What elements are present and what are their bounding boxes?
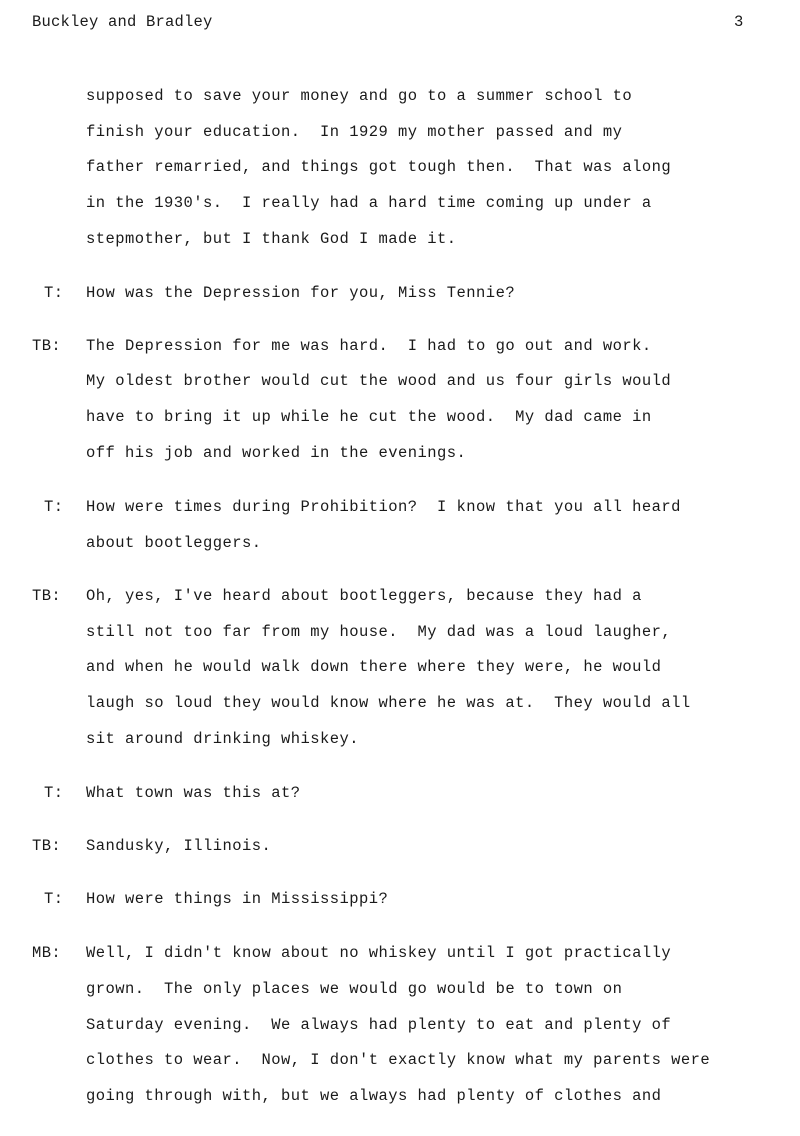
speaker-label: T: [44, 284, 64, 302]
transcript-line: Sandusky, Illinois. [86, 837, 272, 855]
transcript-line: in the 1930's. I really had a hard time coming up under a [86, 194, 652, 212]
transcript-line: Well, I didn't know about no whiskey until I got practically [86, 944, 672, 962]
transcript-line: Saturday evening. We always had plenty to eat and plenty of [86, 1016, 672, 1034]
transcript-line: What town was this at? [86, 784, 301, 802]
transcript-line: How were times during Prohibition? I know that you all heard [86, 498, 681, 516]
transcript-line: laugh so loud they would know where he was at. They would all [86, 694, 691, 712]
transcript-line: sit around drinking whiskey. [86, 730, 360, 748]
transcript-line: still not too far from my house. My dad was a loud laugher, [86, 623, 672, 641]
transcript-line: father remarried, and things got tough then. That was along [86, 158, 672, 176]
transcript-line: clothes to wear. Now, I don't exactly know what my parents were [86, 1051, 711, 1069]
transcript-line: supposed to save your money and go to a summer school to [86, 87, 633, 105]
transcript-line: finish your education. In 1929 my mother passed and my [86, 123, 623, 141]
transcript-line: Oh, yes, I've heard about bootleggers, because they had a [86, 587, 642, 605]
transcript-line: My oldest brother would cut the wood and us four girls would [86, 372, 672, 390]
transcript-line: and when he would walk down there where they were, he would [86, 658, 662, 676]
transcript-line: grown. The only places we would go would be to town on [86, 980, 623, 998]
transcript-line: How was the Depression for you, Miss Tennie? [86, 284, 516, 302]
speaker-label: MB: [32, 944, 62, 962]
transcript-line: The Depression for me was hard. I had to go out and work. [86, 337, 652, 355]
running-header-title: Buckley and Bradley [32, 13, 213, 31]
speaker-label: T: [44, 890, 64, 908]
page-number: 3 [734, 13, 744, 31]
speaker-label: TB: [32, 837, 62, 855]
speaker-label: T: [44, 784, 64, 802]
transcript-line: How were things in Mississippi? [86, 890, 389, 908]
transcript-line: about bootleggers. [86, 534, 262, 552]
speaker-label: T: [44, 498, 64, 516]
transcript-line: off his job and worked in the evenings. [86, 444, 467, 462]
transcript-line: stepmother, but I thank God I made it. [86, 230, 457, 248]
speaker-label: TB: [32, 337, 62, 355]
transcript-line: have to bring it up while he cut the wood. My dad came in [86, 408, 652, 426]
transcript-line: going through with, but we always had plenty of clothes and [86, 1087, 662, 1105]
speaker-label: TB: [32, 587, 62, 605]
